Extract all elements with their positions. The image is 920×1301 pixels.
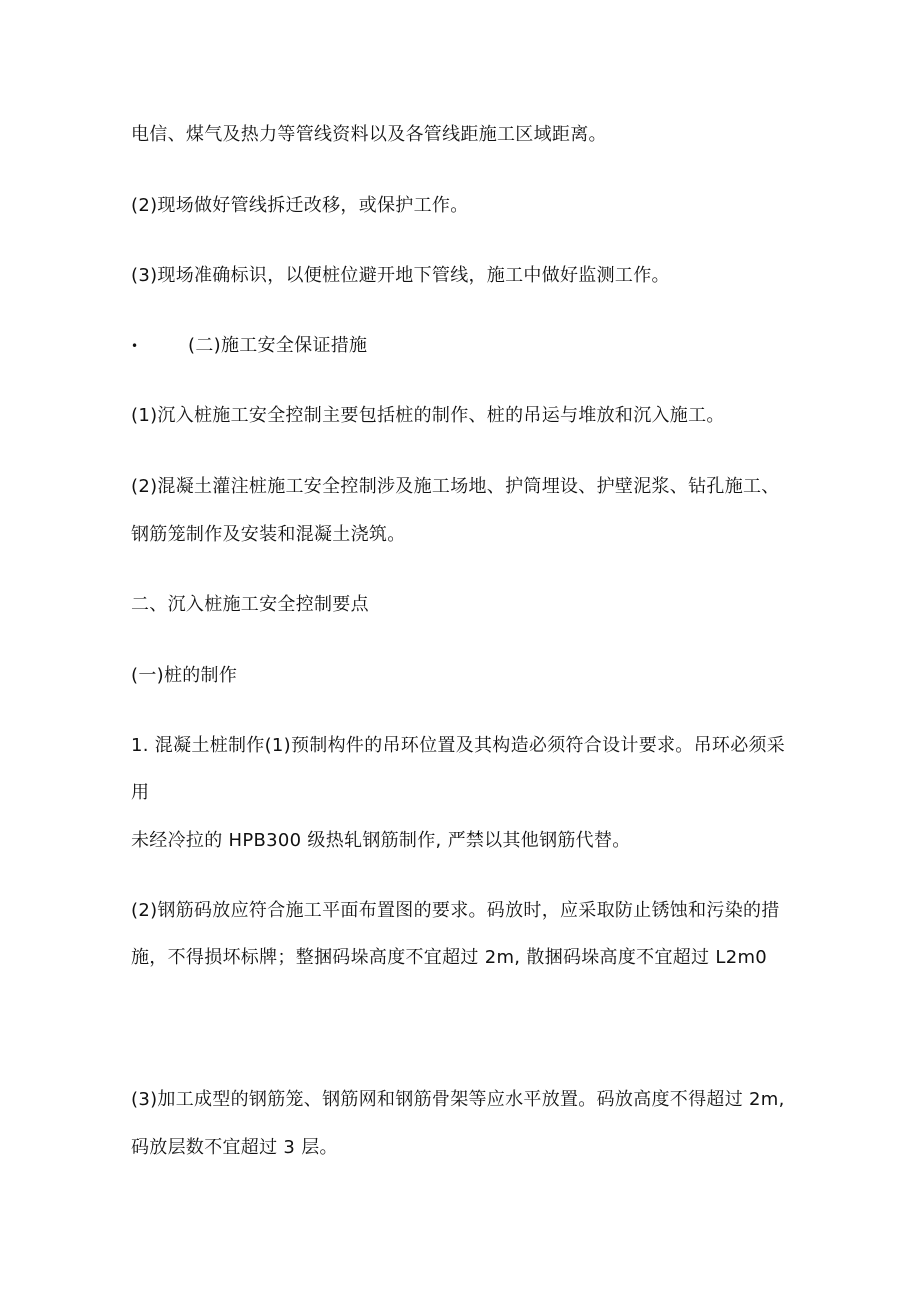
text-line-marking: (3)现场准确标识，以便桩位避开地下管线，施工中做好监测工作。	[131, 265, 670, 286]
text-line-sinking-pile: (1)沉入桩施工安全控制主要包括桩的制作、桩的吊运与堆放和沉入施工。	[131, 405, 725, 426]
text-line-concrete-pile-3: 未经冷拉的 HPB300 级热轧钢筋制作, 严禁以其他钢筋代替。	[131, 830, 631, 851]
section-heading-safety-measures: (二)施工安全保证措施	[188, 335, 368, 356]
subsection-heading-pile-making: (一)桩的制作	[131, 665, 238, 686]
bullet-icon: •	[131, 339, 139, 353]
text-line-rebar-stacking-2: 施，不得损坏标牌；整捆码垛高度不宜超过 2m, 散捆码垛高度不宜超过 L2m0	[131, 947, 768, 968]
text-line-rebar-cage-1: (3)加工成型的钢筋笼、钢筋网和钢筋骨架等应水平放置。码放高度不得超过 2m,	[131, 1089, 785, 1110]
text-line-bored-pile-2: 钢筋笼制作及安装和混凝土浇筑。	[131, 524, 406, 545]
text-line-concrete-pile-1: 1. 混凝土桩制作(1)预制构件的吊环位置及其构造必须符合设计要求。吊环必须采	[131, 735, 786, 756]
text-line-concrete-pile-2: 用	[131, 782, 150, 803]
text-line-rebar-stacking-1: (2)钢筋码放应符合施工平面布置图的要求。码放时，应采取防止锈蚀和污染的措	[131, 900, 780, 921]
section-heading-control-points: 二、沉入桩施工安全控制要点	[131, 594, 369, 615]
text-line-rebar-cage-2: 码放层数不宜超过 3 层。	[131, 1137, 338, 1158]
text-line-utilities: 电信、煤气及热力等管线资料以及各管线距施工区域距离。	[131, 124, 607, 145]
text-line-relocation: (2)现场做好管线拆迁改移，或保护工作。	[131, 195, 469, 216]
text-line-bored-pile-1: (2)混凝土灌注桩施工安全控制涉及施工场地、护筒埋设、护壁泥浆、钻孔施工、	[131, 476, 780, 497]
